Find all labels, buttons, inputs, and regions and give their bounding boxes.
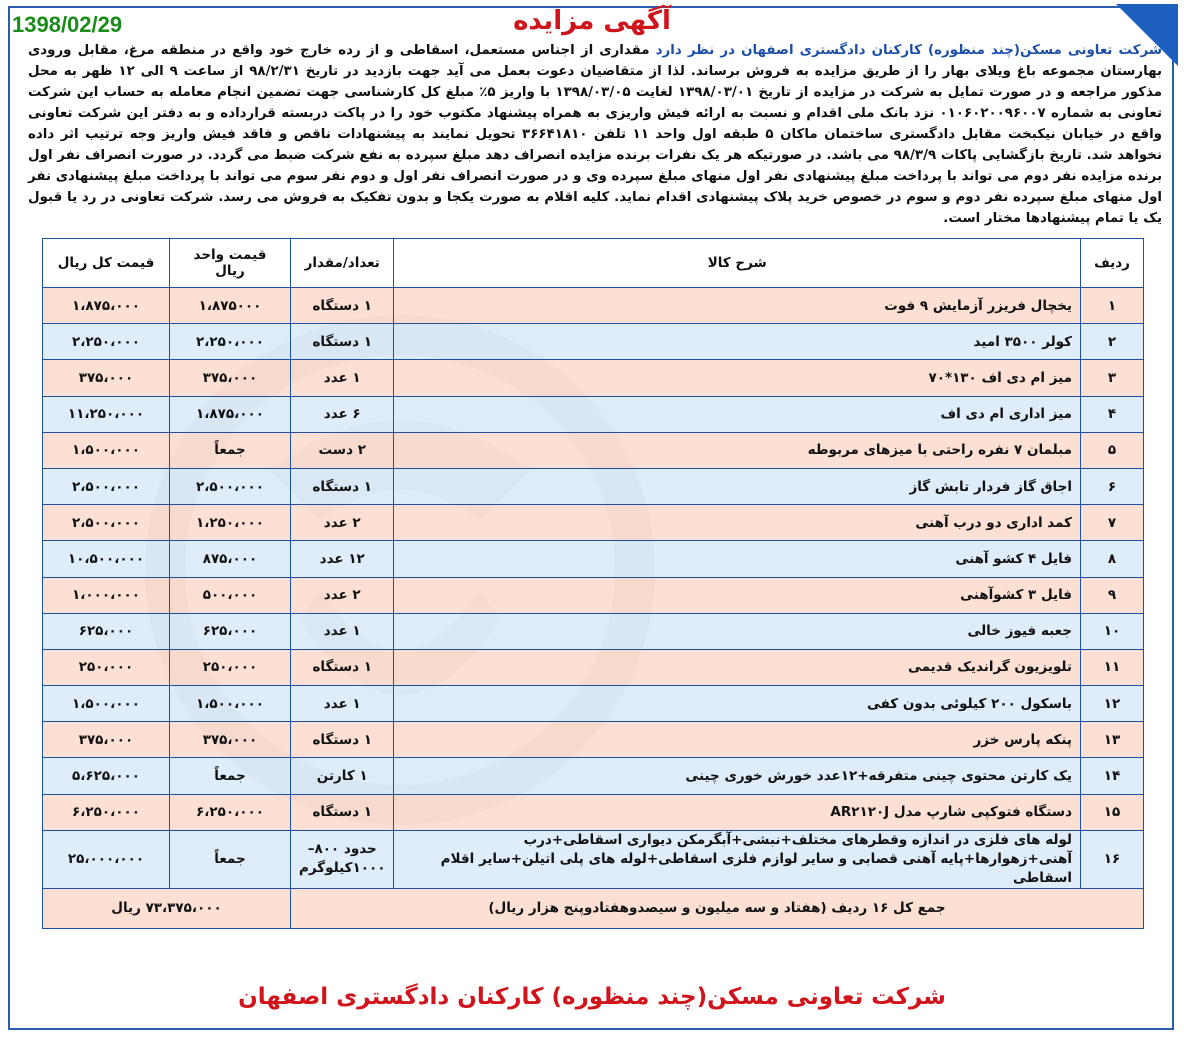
item-total-price: ۱،۵۰۰،۰۰۰ [43, 686, 170, 722]
table-row [43, 794, 1144, 830]
item-qty: ۱ دستگاه [291, 794, 394, 830]
col-qty: تعداد/مقدار [291, 239, 394, 288]
table-row [43, 541, 1144, 577]
item-total-price: ۱،۸۷۵،۰۰۰ [43, 288, 170, 324]
item-qty: ۱ دستگاه [291, 649, 394, 685]
item-total-price: ۲۵،۰۰۰،۰۰۰ [43, 830, 170, 888]
item-unit-price: ۸۷۵،۰۰۰ [170, 541, 291, 577]
item-desc: میز اداری ام دی اف [394, 396, 1081, 432]
item-unit-price: ۳۷۵،۰۰۰ [170, 722, 291, 758]
col-unit: قیمت واحد ریال [170, 239, 291, 288]
item-qty: ۱ دستگاه [291, 288, 394, 324]
intro-company: شرکت تعاونی مسکن(چند منظوره) کارکنان دادگستری اصفهان در نظر دارد [655, 43, 1162, 58]
item-total-price: ۶۲۵،۰۰۰ [43, 613, 170, 649]
col-row: ردیف [1081, 239, 1144, 288]
item-qty: ۶ عدد [291, 396, 394, 432]
item-qty: ۱ عدد [291, 613, 394, 649]
item-unit-price: ۱،۸۷۵۰۰۰ [170, 288, 291, 324]
item-unit-price: ۳۷۵،۰۰۰ [170, 360, 291, 396]
item-unit-price: ۶۲۵،۰۰۰ [170, 613, 291, 649]
item-qty: ۲ عدد [291, 577, 394, 613]
item-unit-price: ۲۵۰،۰۰۰ [170, 649, 291, 685]
item-unit-price: جمعاً [170, 758, 291, 794]
table-header-row [43, 239, 1144, 288]
item-unit-price: ۱،۲۵۰،۰۰۰ [170, 505, 291, 541]
row-number: ۱۳ [1081, 722, 1144, 758]
item-qty: ۱ کارتن [291, 758, 394, 794]
item-total-price: ۵،۶۲۵،۰۰۰ [43, 758, 170, 794]
table-row [43, 613, 1144, 649]
item-total-price: ۲،۲۵۰،۰۰۰ [43, 324, 170, 360]
item-total-price: ۱۰،۵۰۰،۰۰۰ [43, 541, 170, 577]
table-row [43, 288, 1144, 324]
total-row [43, 888, 1144, 928]
row-number: ۶ [1081, 468, 1144, 504]
item-total-price: ۲،۵۰۰،۰۰۰ [43, 468, 170, 504]
row-number: ۱۶ [1081, 830, 1144, 888]
item-desc: اجاق گاز فردار تابش گاز [394, 468, 1081, 504]
item-desc: لوله های فلزی در اندازه وقطرهای مختلف+نبشی+آبگرمکن دیواری اسقاطی+درب آهنی+زهوارها+پایه آهنی قصابی و سایر لوازم فلزی اسقاطی+لوله های پلی اتیلن+سایر اقلام اسقاطی [394, 830, 1081, 888]
row-number: ۱ [1081, 288, 1144, 324]
item-unit-price: ۲،۵۰۰،۰۰۰ [170, 468, 291, 504]
row-number: ۴ [1081, 396, 1144, 432]
table-row [43, 360, 1144, 396]
item-unit-price: ۱،۸۷۵،۰۰۰ [170, 396, 291, 432]
item-total-price: ۲،۵۰۰،۰۰۰ [43, 505, 170, 541]
item-unit-price: ۲،۲۵۰،۰۰۰ [170, 324, 291, 360]
ad-title: آگهی مزایده [513, 6, 671, 36]
item-total-price: ۲۵۰،۰۰۰ [43, 649, 170, 685]
item-total-price: ۶،۲۵۰،۰۰۰ [43, 794, 170, 830]
item-qty: ۱ دستگاه [291, 722, 394, 758]
table-row [43, 758, 1144, 794]
item-desc: کمد اداری دو درب آهنی [394, 505, 1081, 541]
item-total-price: ۳۷۵،۰۰۰ [43, 722, 170, 758]
table-row [43, 722, 1144, 758]
table-row [43, 686, 1144, 722]
item-qty: حدود ۸۰۰– ۱۰۰۰کیلوگرم [291, 830, 394, 888]
table-row [43, 396, 1144, 432]
item-qty: ۱ دستگاه [291, 324, 394, 360]
item-unit-price: ۵۰۰،۰۰۰ [170, 577, 291, 613]
table-row [43, 830, 1144, 888]
table-row [43, 432, 1144, 468]
item-desc: دستگاه فتوکپی شارپ مدل AR۲۱۲۰J [394, 794, 1081, 830]
item-qty: ۲ عدد [291, 505, 394, 541]
footer-company: شرکت تعاونی مسکن(چند منظوره) کارکنان دادگستری اصفهان [238, 984, 946, 1010]
item-desc: مبلمان ۷ نفره راحتی با میزهای مربوطه [394, 432, 1081, 468]
item-qty: ۲ دست [291, 432, 394, 468]
intro-body: مقداری از اجناس مستعمل، اسقاطی و از رده خارج خود واقع در منطقه مرغ، مقابل ورودی بهارستان مجموعه باغ ویلای بهار را از طریق مزایده به فروش برساند. لذا از متقاضیان دعوت بعمل می آید جهت بازدید در تاریخ ۹۸/۲/۳۱ از ساعت ۹ الی ۱۲ ظهر به محل مذکور مراجعه و در صورت تمایل به شرکت در مزایده از تاریخ ۱۳۹۸/۰۳/۰۱ لغایت ۱۳۹۸/۰۳/۰۵ با واریز ۵٪ مبلغ کل کارشناسی جهت تضمین انجام معامله به حساب این شرکت تعاونی به شماره ۰۱۰۶۰۲۰۰۹۶۰۰۷ نزد بانک ملی اقدام و نسبت به ارائه فیش واریزی به همراه پیشنهاد مکتوب خود را در پاکت دربسته قرارداده و به دفتر این شرکت تعاونی واقع در خیابان نیکبخت مقابل دادگستری ساختمان ماکان ۵ طبقه اول واحد ۱۱ تلفن ۳۶۶۴۱۸۱۰ تحویل نمایند به پیشنهادات ناقص و فاقد فیش واریز وجه ترتیب اثر داده نخواهد شد. تاریخ بازگشایی پاکات ۹۸/۳/۹ می باشد. در صورتیکه هر یک نفرات برنده مزایده انصراف دهد مبلغ سپرده به نفع شرکت ضبط می گردد. در صورت انصراف نفر اول برنده مزایده نفر دوم می تواند با پرداخت مبلغ پیشنهادی نفر اول منهای مبلغ سپرده وی و در صورت انصراف نفر اول و دوم نفر سوم می تواند با پرداخت مبلغ پیشنهادی نفر اول منهای مبلغ سپرده نفر دوم و سوم در خصوص خرید پلاک پیشنهادی اقدام نماید. کلیه اقلام به صورت یکجا و بدون تفکیک به فروش می رسد. شرکت تعاونی در رد یا قبول یک یا تمام پیشنهادها مختار است. [28, 43, 1162, 226]
item-desc: یک کارتن محتوی چینی متفرقه+۱۲عدد خورش خوری چینی [394, 758, 1081, 794]
row-number: ۳ [1081, 360, 1144, 396]
item-desc: فایل ۳ کشوآهنی [394, 577, 1081, 613]
table-row [43, 468, 1144, 504]
table-row [43, 324, 1144, 360]
item-qty: ۱ عدد [291, 686, 394, 722]
item-desc: یخچال فریزر آزمایش ۹ فوت [394, 288, 1081, 324]
item-desc: تلویزیون گراندیک قدیمی [394, 649, 1081, 685]
item-desc: جعبه فیوز خالی [394, 613, 1081, 649]
item-desc: فایل ۴ کشو آهنی [394, 541, 1081, 577]
item-unit-price: ۱،۵۰۰،۰۰۰ [170, 686, 291, 722]
row-number: ۱۵ [1081, 794, 1144, 830]
row-number: ۱۲ [1081, 686, 1144, 722]
row-number: ۹ [1081, 577, 1144, 613]
row-number: ۱۱ [1081, 649, 1144, 685]
item-desc: پنکه پارس خزر [394, 722, 1081, 758]
item-total-price: ۱۱،۲۵۰،۰۰۰ [43, 396, 170, 432]
item-desc: میز ام دی اف ۱۳۰*۷۰ [394, 360, 1081, 396]
item-unit-price: جمعاً [170, 432, 291, 468]
item-total-price: ۱،۵۰۰،۰۰۰ [43, 432, 170, 468]
table-row [43, 577, 1144, 613]
item-unit-price: ۶،۲۵۰،۰۰۰ [170, 794, 291, 830]
row-number: ۵ [1081, 432, 1144, 468]
row-number: ۷ [1081, 505, 1144, 541]
row-number: ۸ [1081, 541, 1144, 577]
total-value: ۷۳،۳۷۵،۰۰۰ ریال [43, 888, 291, 928]
row-number: ۱۴ [1081, 758, 1144, 794]
item-total-price: ۳۷۵،۰۰۰ [43, 360, 170, 396]
item-unit-price: جمعاً [170, 830, 291, 888]
total-label: جمع کل ۱۶ ردیف (هفتاد و سه میلیون و سیصدوهفتادوپنج هزار ریال) [291, 888, 1144, 928]
item-desc: کولر ۳۵۰۰ امید [394, 324, 1081, 360]
intro-paragraph [28, 40, 1162, 229]
col-total: قیمت کل ریال [43, 239, 170, 288]
row-number: ۱۰ [1081, 613, 1144, 649]
item-qty: ۱ عدد [291, 360, 394, 396]
row-number: ۲ [1081, 324, 1144, 360]
item-qty: ۱ دستگاه [291, 468, 394, 504]
col-desc: شرح کالا [394, 239, 1081, 288]
items-table [42, 238, 1144, 929]
item-desc: باسکول ۲۰۰ کیلوئی بدون کفی [394, 686, 1081, 722]
item-qty: ۱۲ عدد [291, 541, 394, 577]
table-row [43, 505, 1144, 541]
item-total-price: ۱،۰۰۰،۰۰۰ [43, 577, 170, 613]
publish-date: 1398/02/29 [12, 12, 123, 37]
table-row [43, 649, 1144, 685]
